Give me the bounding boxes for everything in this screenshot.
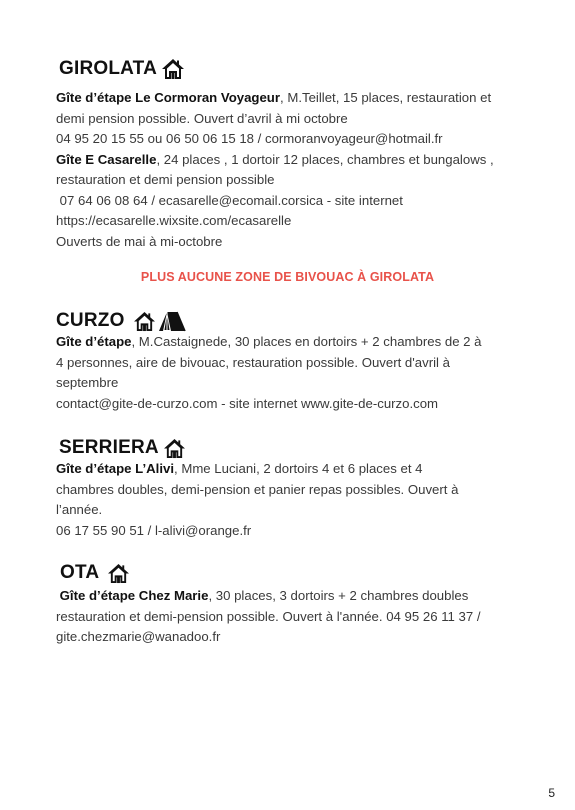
- section-title: OTA: [60, 562, 100, 583]
- entry-line: restauration et demi pension possible: [56, 172, 275, 187]
- entry-line: chambres doubles, demi-pension et panier repas possibles. Ouvert à: [56, 481, 459, 497]
- heading-curzo: [56, 310, 556, 332]
- section-title: CURZO: [56, 310, 125, 331]
- entry-contact: 06 17 55 90 51 / l-alivi@orange.fr: [56, 522, 252, 538]
- heading-girolata: [56, 58, 556, 80]
- entry-text: , Mme Luciani, 2 dortoirs 4 et 6 places et 4: [174, 461, 423, 476]
- section-title: SERRIERA: [59, 437, 159, 458]
- house-icon: [107, 563, 130, 584]
- section-serriera: [56, 437, 556, 541]
- entry-line: [56, 459, 556, 480]
- entry-contact: gite.chezmarie@wanadoo.fr: [56, 629, 221, 644]
- entry-line: 4 personnes, aire de bivouac, restauration possible. Ouvert d'avril à: [56, 354, 450, 370]
- heading-serriera: [56, 437, 556, 459]
- curzo-entry: [56, 332, 556, 414]
- entry-contact: 04 95 20 15 55 ou 06 50 06 15 18 / cormoranvoyageur@hotmail.fr: [56, 131, 443, 146]
- page-number: 5: [548, 786, 555, 800]
- gite-name: Gîte d’étape: [56, 334, 132, 349]
- section-title: GIROLATA: [59, 58, 157, 79]
- ota-entry: [56, 586, 556, 648]
- entry-opening: Ouverts de mai à mi-octobre: [56, 233, 223, 249]
- house-icon: [163, 438, 186, 459]
- tent-icon: [158, 311, 186, 332]
- entry-line: demi pension possible. Ouvert d’avril à mi octobre: [56, 110, 348, 126]
- entry-text: , M.Teillet, 15 places, restauration et: [280, 90, 492, 105]
- entry-text: , M.Castaignede, 30 places en dortoirs + 2 chambres de 2 à: [131, 334, 482, 349]
- entry-line: [56, 150, 556, 171]
- gite-name: Gîte E Casarelle: [56, 151, 157, 167]
- entry-line: [56, 586, 556, 607]
- serriera-entry: [56, 459, 556, 541]
- section-curzo: [56, 310, 556, 414]
- entry-line: restauration et demi-pension possible. Ouvert à l'année. 04 95 26 11 37 /: [56, 608, 481, 624]
- entry-text: , 24 places , 1 dortoir 12 places, chambres et bungalows ,: [156, 151, 494, 167]
- entry-text: , 30 places, 3 dortoirs + 2 chambres doubles: [208, 588, 469, 603]
- house-icon: [161, 58, 185, 80]
- entry-contact: 07 64 06 08 64 / ecasarelle@ecomail.corsica - site internet: [56, 192, 403, 208]
- entry-line: [56, 88, 556, 109]
- gite-name: Gîte d’étape L’Alivi: [56, 461, 174, 476]
- entry-line: septembre: [56, 375, 119, 390]
- entry-line: l’année.: [56, 502, 103, 517]
- entry-contact: contact@gite-de-curzo.com - site internet www.gite-de-curzo.com: [56, 395, 439, 411]
- gite-name: Gîte d’étape Le Cormoran Voyageur: [56, 90, 280, 105]
- section-ota: [56, 562, 556, 648]
- house-icon: [133, 311, 156, 332]
- gite-name: Gîte d’étape Chez Marie: [56, 588, 209, 603]
- heading-ota: [56, 562, 556, 584]
- section-girolata: [56, 58, 556, 252]
- entry-website: https://ecasarelle.wixsite.com/ecasarelle: [56, 213, 292, 228]
- girolata-entries: [56, 88, 556, 252]
- entry-line: [56, 332, 556, 353]
- bivouac-notice: PLUS AUCUNE ZONE DE BIVOUAC À GIROLATA: [140, 270, 435, 284]
